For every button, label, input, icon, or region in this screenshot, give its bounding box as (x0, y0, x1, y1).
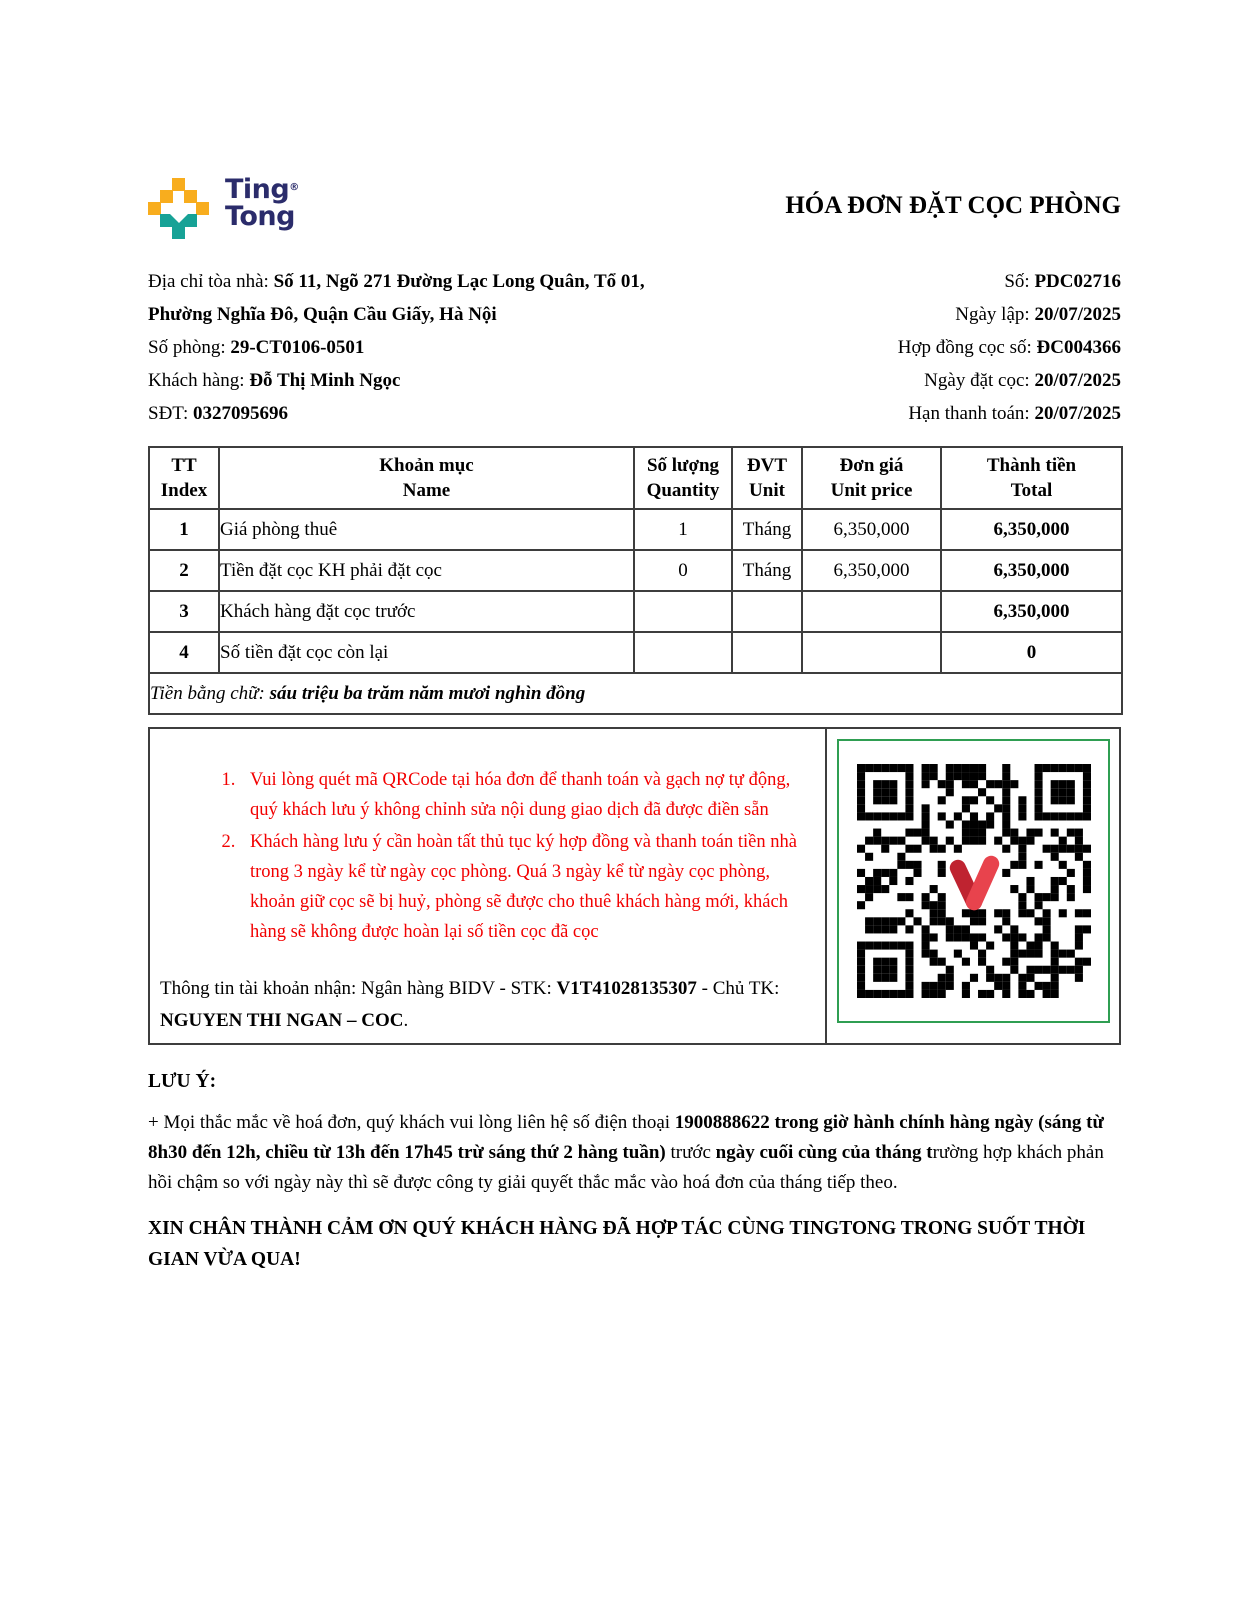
col-unit: ĐVT Unit (732, 447, 802, 509)
payment-notes-box (148, 727, 1121, 1045)
contract-number: Hợp đồng cọc số: ĐC004366 (897, 337, 1121, 358)
payment-due-date: Hạn thanh toán: 20/07/2025 (908, 403, 1121, 424)
customer-name: Khách hàng: Đỗ Thị Minh Ngọc (148, 370, 401, 391)
amount-in-words-row (149, 673, 1122, 714)
invoice-info (148, 265, 1121, 430)
table-header-row (149, 447, 1122, 509)
col-total: Thành tiền Total (941, 447, 1122, 509)
thank-you-note: XIN CHÂN THÀNH CẢM ƠN QUÝ KHÁCH HÀNG ĐÃ HỢP TÁC CÙNG TINGTONG TRONG SUỐT THỜI GIAN VỪA QUA! (148, 1218, 1086, 1270)
room-number: Số phòng: 29-CT0106-0501 (148, 337, 365, 358)
customer-phone: SĐT: 0327095696 (148, 403, 288, 424)
building-address-line2: Phường Nghĩa Đô, Quận Cầu Giấy, Hà Nội (148, 304, 497, 325)
table-row: 3 Khách hàng đặt cọc trước 6,350,000 (149, 591, 1122, 632)
note-heading: LƯU Ý: (148, 1071, 217, 1092)
invoice-number: Số: PDC02716 (1004, 271, 1121, 292)
header (148, 174, 1121, 248)
col-unit-price: Đơn giá Unit price (802, 447, 941, 509)
deposit-date: Ngày đặt cọc: 20/07/2025 (924, 370, 1121, 391)
logo-wordmark: Ting® Tong (225, 174, 299, 232)
qr-cell (827, 729, 1119, 1043)
col-quantity: Số lượng Quantity (634, 447, 732, 509)
invoice-document (148, 174, 1121, 1275)
registered-mark: ® (289, 182, 299, 193)
warning-item: 2. Khách hàng lưu ý cần hoàn tất thủ tục ký hợp đồng và thanh toán tiền nhà trong 3 ngày kể từ ngày cọc phòng. Quá 3 ngày kể từ ngày cọc phòng, khoản giữ cọc sẽ bị huỷ, phòng sẽ được cho thuê khách hàng mới, khách hàng sẽ không được hoàn lại số tiền cọc đã cọc (240, 827, 819, 947)
col-name: Khoản mục Name (219, 447, 634, 509)
page-title: HÓA ĐƠN ĐẶT CỌC PHÒNG (785, 192, 1121, 219)
col-index: TT Index (149, 447, 219, 509)
building-info (148, 265, 748, 430)
warning-list (194, 765, 819, 947)
table-row: 2 Tiền đặt cọc KH phải đặt cọc 0 Tháng 6,350,000 6,350,000 (149, 550, 1122, 591)
contact-note: + Mọi thắc mắc về hoá đơn, quý khách vui lòng liên hệ số điện thoại 1900888622 trong giờ hành chính hàng ngày (sáng từ 8h30 đến 12h, chiều từ 13h đến 17h45 trừ sáng thứ 2 hàng tuần) trước ngày cuối cùng của tháng trường hợp khách phản hồi chậm so với ngày này thì sẽ được công ty giải quyết thắc mắc vào hoá đơn của tháng tiếp theo. (148, 1112, 1104, 1193)
tingtong-pixel-icon (148, 178, 210, 240)
tingtong-logo (148, 174, 299, 240)
footer (148, 1071, 1121, 1275)
table-row: 1 Giá phòng thuê 1 Tháng 6,350,000 6,350,000 (149, 509, 1122, 550)
items-table (148, 446, 1123, 715)
bank-account-info: Thông tin tài khoản nhận: Ngân hàng BIDV - STK: V1T41028135307 - Chủ TK: NGUYEN THI NGAN – COC. (160, 978, 780, 1031)
issue-date: Ngày lập: 20/07/2025 (955, 304, 1121, 325)
payment-notes (150, 729, 827, 1043)
warning-item: 1. Vui lòng quét mã QRCode tại hóa đơn để thanh toán và gạch nợ tự động, quý khách lưu ý không chỉnh sửa nội dung giao dịch đã được điền sẵn (240, 765, 819, 825)
amount-in-words: Tiền bằng chữ: sáu triệu ba trăm năm mươi nghìn đồng (149, 673, 1122, 714)
invoice-meta (898, 265, 1121, 430)
table-row: 4 Số tiền đặt cọc còn lại 0 (149, 632, 1122, 673)
qr-frame (837, 739, 1110, 1023)
building-address: Địa chỉ tòa nhà: Số 11, Ngõ 271 Đường Lạc Long Quân, Tổ 01, (148, 271, 645, 292)
qr-code (857, 764, 1091, 998)
